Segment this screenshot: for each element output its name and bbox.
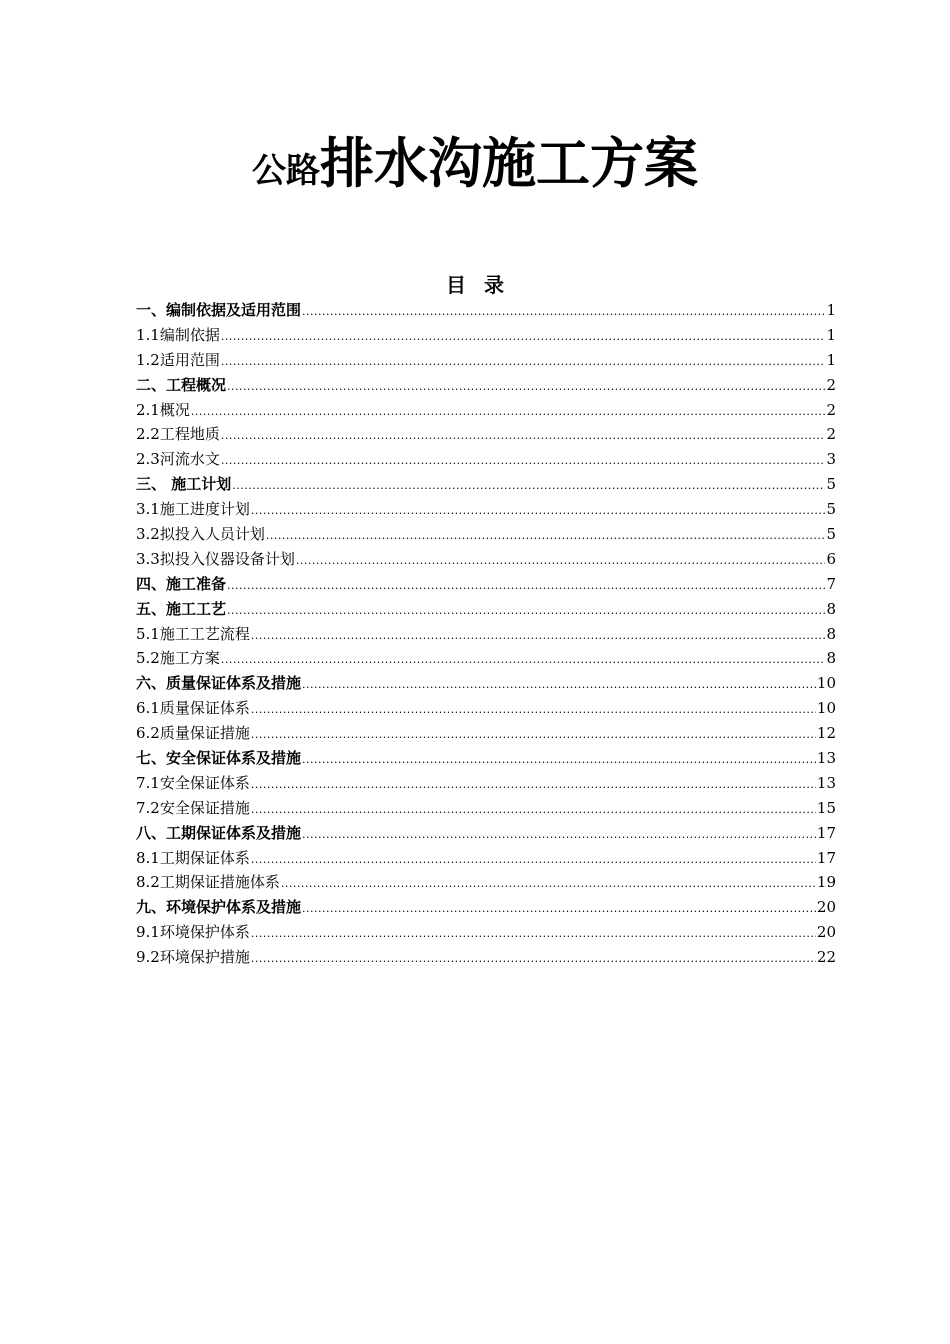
- toc-chapter-entry[interactable]: [136, 373, 836, 398]
- toc-entry-page-number: 8: [826, 599, 836, 618]
- toc-dot-leader: [251, 723, 816, 748]
- toc-entry-page-number: 8: [826, 649, 836, 668]
- toc-section-entry[interactable]: [136, 398, 836, 423]
- toc-entry-page-number: 1: [826, 301, 836, 319]
- toc-dot-leader: [221, 325, 826, 350]
- toc-entry-label: 1.1编制依据: [136, 325, 220, 344]
- toc-entry-page-number: 8: [826, 624, 836, 643]
- toc-dot-leader: [221, 648, 826, 673]
- toc-dot-leader: [251, 848, 816, 873]
- toc-section-entry[interactable]: [136, 920, 836, 945]
- toc-entry-page-number: 19: [816, 873, 836, 892]
- toc-section-entry[interactable]: [136, 622, 836, 647]
- toc-entry-page-number: 3: [826, 450, 836, 469]
- toc-entry-label: 3.1施工进度计划: [136, 500, 250, 519]
- toc-entry-label: 3.3拟投入仪器设备计划: [136, 549, 295, 568]
- toc-section-entry[interactable]: [136, 547, 836, 572]
- toc-entry-page-number: 22: [816, 948, 836, 967]
- toc-entry-label: 8.1工期保证体系: [136, 848, 250, 867]
- toc-entry-page-number: 20: [816, 898, 836, 917]
- toc-chapter-entry[interactable]: [136, 671, 836, 696]
- toc-dot-leader: [302, 300, 825, 325]
- toc-entry-label: 9.1环境保护体系: [136, 923, 250, 942]
- toc-dot-leader: [251, 947, 816, 972]
- toc-dot-leader: [221, 350, 826, 375]
- toc-entry-label: 3.2拟投入人员计划: [136, 525, 265, 544]
- toc-section-entry[interactable]: [136, 796, 836, 821]
- toc-entry-label: 八、工期保证体系及措施: [136, 823, 302, 842]
- toc-section-entry[interactable]: [136, 348, 836, 373]
- toc-entry-page-number: 5: [826, 500, 836, 519]
- toc-dot-leader: [191, 400, 826, 425]
- toc-dot-leader: [296, 549, 826, 574]
- toc-entry-page-number: 17: [816, 848, 836, 867]
- toc-section-entry[interactable]: [136, 646, 836, 671]
- toc-section-entry[interactable]: [136, 497, 836, 522]
- toc-section-entry[interactable]: [136, 846, 836, 871]
- toc-chapter-entry[interactable]: [136, 895, 836, 920]
- toc-dot-leader: [251, 499, 826, 524]
- toc-entry-page-number: 2: [826, 400, 836, 419]
- toc-entry-page-number: 10: [816, 674, 836, 693]
- toc-chapter-entry[interactable]: [136, 472, 836, 497]
- toc-entry-label: 7.1安全保证体系: [136, 773, 250, 792]
- toc-dot-leader: [302, 823, 816, 848]
- toc-entry-label: 四、施工准备: [136, 574, 227, 593]
- toc-entry-label: 一、编制依据及适用范围: [136, 301, 302, 319]
- toc-entry-label: 三、 施工计划: [136, 475, 232, 494]
- toc-heading: 目录: [446, 273, 522, 297]
- toc-entry-label: 7.2安全保证措施: [136, 798, 250, 817]
- toc-dot-leader: [302, 897, 816, 922]
- toc-dot-leader: [302, 748, 816, 773]
- toc-entry-label: 二、工程概况: [136, 375, 227, 394]
- toc-entry-page-number: 1: [826, 350, 836, 369]
- toc-dot-leader: [227, 599, 825, 624]
- toc-dot-leader: [251, 698, 816, 723]
- toc-entry-label: 九、环境保护体系及措施: [136, 898, 302, 917]
- toc-entry-page-number: 7: [826, 574, 836, 593]
- toc-entry-page-number: 13: [816, 749, 836, 768]
- toc-section-entry[interactable]: [136, 870, 836, 895]
- toc-section-entry[interactable]: [136, 422, 836, 447]
- toc-entry-label: 2.1概况: [136, 400, 190, 419]
- toc-entry-label: 8.2工期保证措施体系: [136, 873, 280, 892]
- toc-entry-label: 5.2施工方案: [136, 649, 220, 668]
- toc-entry-page-number: 6: [826, 549, 836, 568]
- toc-entry-label: 6.2质量保证措施: [136, 724, 250, 743]
- toc-dot-leader: [251, 798, 816, 823]
- toc-entry-page-number: 1: [826, 325, 836, 344]
- toc-section-entry[interactable]: [136, 447, 836, 472]
- toc-section-entry[interactable]: [136, 721, 836, 746]
- toc-entry-page-number: 2: [826, 375, 836, 394]
- toc-entry-page-number: 2: [826, 425, 836, 444]
- toc-dot-leader: [281, 872, 816, 897]
- toc-chapter-entry[interactable]: [136, 298, 836, 323]
- toc-chapter-entry[interactable]: [136, 746, 836, 771]
- toc-entry-label: 2.2工程地质: [136, 425, 220, 444]
- toc-section-entry[interactable]: [136, 323, 836, 348]
- toc-entry-label: 6.1质量保证体系: [136, 699, 250, 718]
- toc-section-entry[interactable]: [136, 522, 836, 547]
- toc-entry-label: 5.1施工工艺流程: [136, 624, 250, 643]
- toc-entry-page-number: 13: [816, 773, 836, 792]
- toc-entry-page-number: 10: [816, 699, 836, 718]
- document-title-main: 排水沟施工方案: [320, 131, 698, 195]
- toc-entry-label: 2.3河流水文: [136, 450, 220, 469]
- toc-dot-leader: [227, 574, 825, 599]
- toc-dot-leader: [227, 375, 825, 400]
- document-title-prefix: 公路: [252, 151, 320, 191]
- toc-chapter-entry[interactable]: [136, 572, 836, 597]
- toc-entry-label: 五、施工工艺: [136, 599, 227, 618]
- toc-entry-page-number: 12: [816, 724, 836, 743]
- toc-chapter-entry[interactable]: [136, 597, 836, 622]
- toc-section-entry[interactable]: [136, 945, 836, 970]
- document-title: [0, 128, 950, 212]
- toc-entry-label: 七、安全保证体系及措施: [136, 749, 302, 768]
- toc-dot-leader: [251, 922, 816, 947]
- toc-entry-page-number: 5: [826, 525, 836, 544]
- toc-chapter-entry[interactable]: [136, 821, 836, 846]
- table-of-contents: [136, 298, 836, 970]
- toc-dot-leader: [221, 424, 826, 449]
- toc-section-entry[interactable]: [136, 696, 836, 721]
- toc-entry-page-number: 17: [816, 823, 836, 842]
- toc-entry-label: 1.2适用范围: [136, 350, 220, 369]
- toc-dot-leader: [302, 673, 816, 698]
- toc-section-entry[interactable]: [136, 771, 836, 796]
- toc-entry-label: 9.2环境保护措施: [136, 948, 250, 967]
- toc-entry-page-number: 5: [826, 475, 836, 494]
- toc-entry-page-number: 15: [816, 798, 836, 817]
- toc-dot-leader: [221, 449, 826, 474]
- toc-entry-page-number: 20: [816, 923, 836, 942]
- toc-dot-leader: [251, 773, 816, 798]
- toc-entry-label: 六、质量保证体系及措施: [136, 674, 302, 693]
- toc-dot-leader: [251, 624, 826, 649]
- toc-dot-leader: [232, 474, 825, 499]
- toc-dot-leader: [266, 524, 826, 549]
